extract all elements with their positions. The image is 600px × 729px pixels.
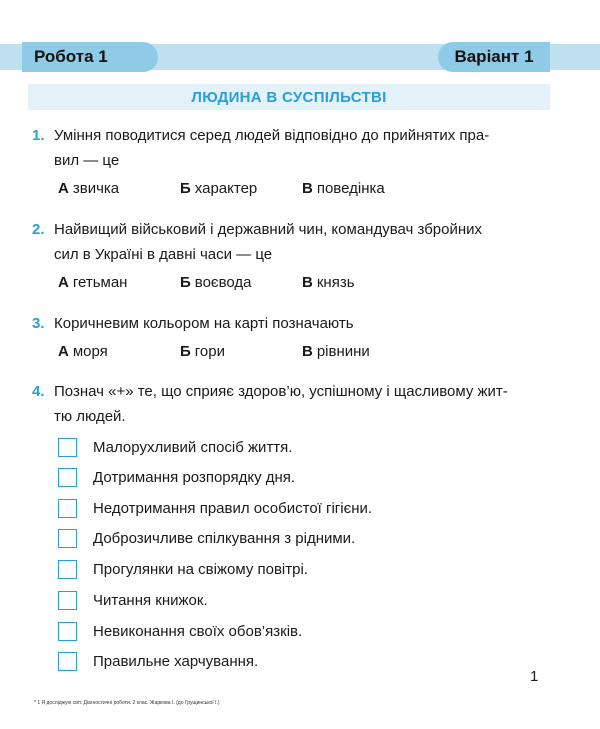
question-line: Коричневим кольором на карті позначають bbox=[54, 315, 354, 332]
option-c[interactable]: В рівнини bbox=[302, 343, 370, 360]
checklist-item-label: Недотримання правил особистої гігієни. bbox=[93, 499, 373, 517]
answer-checkbox[interactable] bbox=[58, 438, 77, 457]
question-line: Познач «+» те, що сприяє здоров’ю, успішному і щасливому жит- bbox=[54, 383, 508, 400]
question-3 bbox=[32, 311, 552, 336]
checklist-item-label: Малорухливий спосіб життя. bbox=[93, 438, 293, 456]
option-c[interactable]: В поведінка bbox=[302, 180, 385, 197]
topic-title: ЛЮДИНА В СУСПІЛЬСТВІ bbox=[28, 84, 550, 110]
checklist-item bbox=[58, 497, 538, 519]
option-b[interactable]: Б характер bbox=[180, 180, 258, 197]
checklist-item-label: Доброзичливе спілкування з рідними. bbox=[93, 529, 356, 547]
option-a[interactable]: А звичка bbox=[58, 180, 120, 197]
checklist-item bbox=[58, 466, 538, 488]
checklist-item bbox=[58, 436, 538, 458]
answer-options-1 bbox=[58, 180, 538, 200]
question-line: вил — це bbox=[54, 152, 120, 169]
checklist-item-label: Дотримання розпорядку дня. bbox=[93, 468, 296, 486]
checklist-item-label: Читання книжок. bbox=[93, 591, 208, 609]
question-number: 4. bbox=[32, 383, 45, 400]
checklist-item-label: Правильне харчування. bbox=[93, 652, 259, 670]
checklist-item bbox=[58, 589, 538, 611]
question-number: 2. bbox=[32, 221, 45, 238]
answer-checkbox[interactable] bbox=[58, 499, 77, 518]
checklist-item-label: Прогулянки на свіжому повітрі. bbox=[93, 560, 308, 578]
question-1 bbox=[32, 123, 552, 173]
answer-checkbox[interactable] bbox=[58, 652, 77, 671]
answer-checkbox[interactable] bbox=[58, 560, 77, 579]
question-line: Уміння поводитися серед людей відповідно до прийнятих пра- bbox=[54, 127, 490, 144]
question-number: 3. bbox=[32, 315, 45, 332]
checklist-item bbox=[58, 558, 538, 580]
page-number: 1 bbox=[530, 668, 539, 685]
option-b[interactable]: Б воєвода bbox=[180, 274, 252, 291]
option-a[interactable]: А моря bbox=[58, 343, 108, 360]
checklist-item bbox=[58, 650, 538, 672]
question-line: сил в Україні в давні часи — це bbox=[54, 246, 273, 263]
answer-checkbox[interactable] bbox=[58, 529, 77, 548]
footnote: * 1 Я досліджую світ. Діагностичні роботи. 2 клас. Жаркова І. (до Грущинської І.) bbox=[34, 700, 220, 706]
option-c[interactable]: В князь bbox=[302, 274, 355, 291]
checklist-item bbox=[58, 620, 538, 642]
question-line: тю людей. bbox=[54, 408, 126, 425]
question-line: Найвищий військовий і державний чин, командувач збройних bbox=[54, 221, 483, 238]
question-4 bbox=[32, 379, 552, 429]
checklist-item bbox=[58, 527, 538, 549]
option-a[interactable]: А гетьман bbox=[58, 274, 128, 291]
answer-checkbox[interactable] bbox=[58, 591, 77, 610]
answer-options-2 bbox=[58, 274, 538, 294]
work-label: Робота 1 bbox=[22, 42, 158, 72]
answer-options-3 bbox=[58, 343, 538, 363]
variant-label: Варіант 1 bbox=[438, 42, 550, 72]
question-number: 1. bbox=[32, 127, 45, 144]
option-b[interactable]: Б гори bbox=[180, 343, 225, 360]
checklist-item-label: Невиконання своїх обов’язків. bbox=[93, 622, 303, 640]
answer-checkbox[interactable] bbox=[58, 468, 77, 487]
answer-checkbox[interactable] bbox=[58, 622, 77, 641]
question-2 bbox=[32, 217, 552, 267]
